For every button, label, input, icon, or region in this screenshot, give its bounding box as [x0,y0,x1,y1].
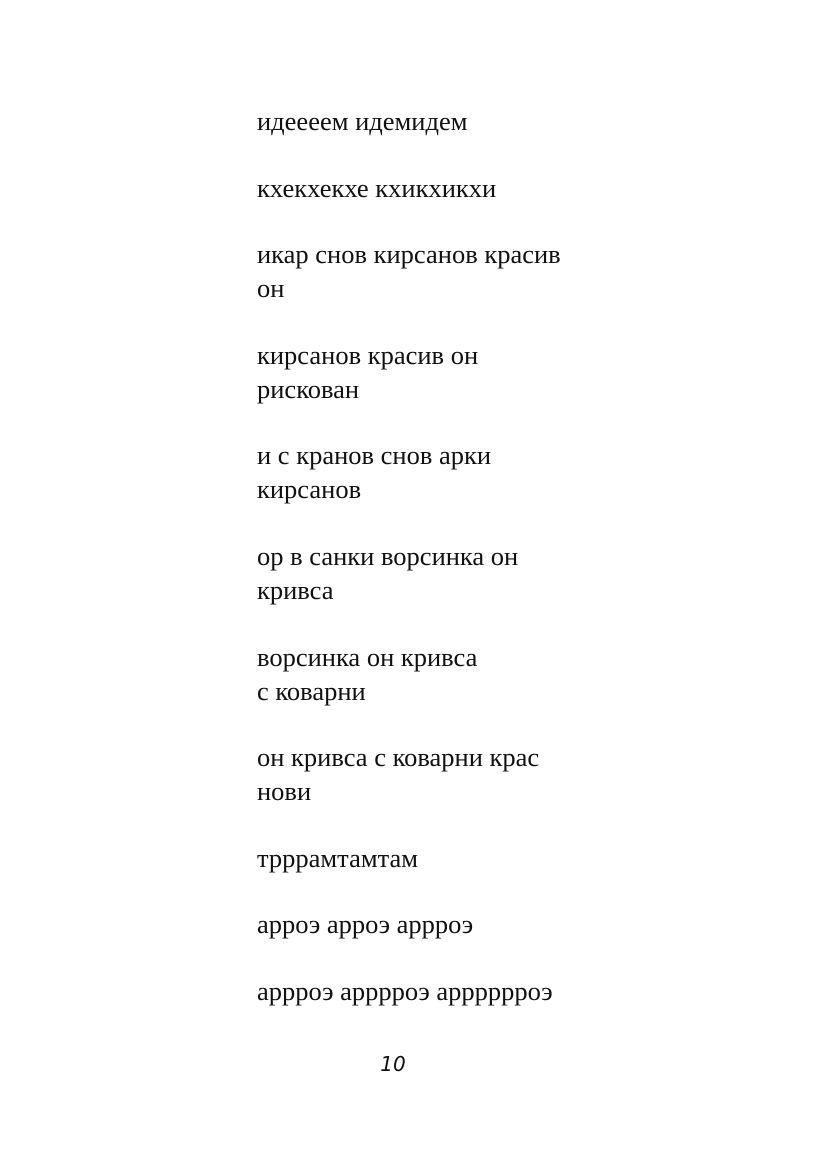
stanza [257,974,677,1008]
stanza [257,171,677,205]
poem-line: рискован [257,373,360,404]
poem-line: кхекхекхе кхикхикхи [257,172,497,203]
poem-line: кирсанов [257,474,362,505]
poem-line: кирсанов красив он [257,339,479,370]
poem-text [257,104,677,1041]
stanza [257,237,677,305]
poem-line: икар снов кирсанов красив [257,239,561,270]
stanza [257,338,677,406]
stanza [257,841,677,875]
stanza [257,740,677,808]
poem-line: с коварни [257,675,366,706]
poem-line: нови [257,776,312,807]
poem-line: он [257,273,285,304]
stanza [257,539,677,607]
poem-line: он кривса с коварни крас [257,742,540,773]
stanza [257,438,677,506]
page-number: 10 [380,1052,406,1076]
stanza [257,104,677,138]
poem-line: трррамтамтам [257,842,419,873]
poem-line: арроэ арроэ аррроэ [257,909,474,940]
poem-line: ор в санки ворсинка он [257,540,519,571]
poem-line: идеееем идемидем [257,106,468,136]
poem-line: аррроэ арррроэ арррррроэ [257,975,553,1006]
poem-line: ворсинка он кривса [257,641,478,672]
stanza [257,907,677,941]
stanza [257,640,677,708]
poem-line: и с кранов снов арки [257,440,492,471]
poem-line: кривса [257,574,334,605]
